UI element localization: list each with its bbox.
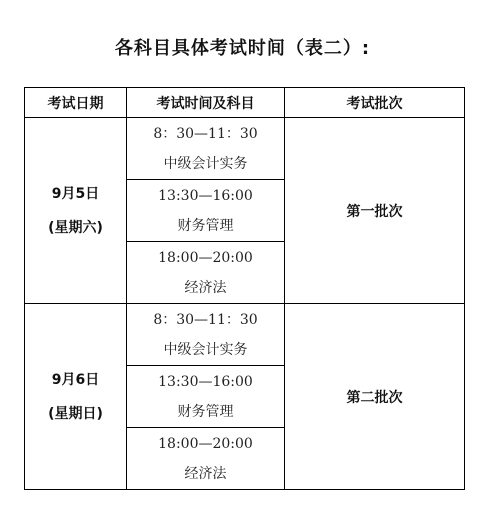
header-time-and-subject: 考试时间及科目 [127,88,285,118]
exam-time: 8：30—11：30 [153,125,258,142]
exam-time: 8：30—11：30 [153,311,258,328]
exam-batch-cell: 第一批次 [285,118,465,304]
exam-date: 9月5日 [51,185,100,202]
exam-time: 18:00—20:00 [158,435,253,452]
exam-slot-cell [127,118,285,180]
exam-slot-cell [127,304,285,366]
table-header-row [25,88,465,118]
exam-subject: 经济法 [184,465,227,482]
exam-slot-cell [127,428,285,490]
page-title: 各科目具体考试时间（表二）: [114,38,371,59]
exam-subject: 经济法 [184,279,227,296]
table-row [25,118,465,180]
exam-date: 9月6日 [51,371,100,388]
exam-weekday: (星期六) [48,219,103,236]
exam-date-cell [25,118,127,304]
exam-subject: 财务管理 [177,403,234,420]
exam-slot-cell [127,242,285,304]
exam-subject: 中级会计实务 [163,155,248,172]
exam-slot-cell [127,180,285,242]
exam-subject: 中级会计实务 [163,341,248,358]
exam-slot-cell [127,366,285,428]
header-exam-batch: 考试批次 [285,88,465,118]
exam-time: 13:30—16:00 [158,373,253,390]
exam-time: 18:00—20:00 [158,249,253,266]
exam-subject: 财务管理 [177,217,234,234]
exam-date-cell [25,304,127,490]
exam-time: 13:30—16:00 [158,187,253,204]
exam-batch-cell: 第二批次 [285,304,465,490]
exam-schedule-table [24,87,465,490]
exam-weekday: (星期日) [48,405,103,422]
table-row [25,304,465,366]
header-exam-date: 考试日期 [25,88,127,118]
